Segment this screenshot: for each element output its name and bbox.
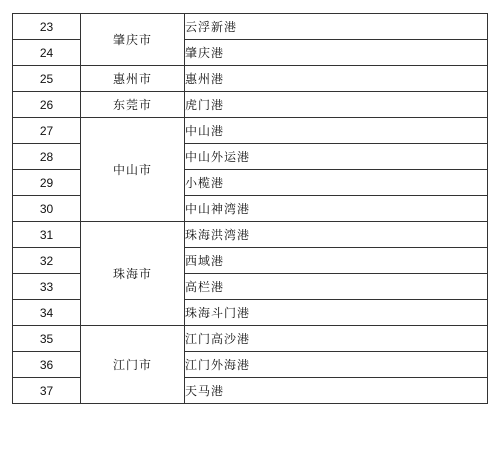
row-number: 30 — [13, 196, 81, 222]
port-name: 天马港 — [185, 378, 488, 404]
port-name: 江门高沙港 — [185, 326, 488, 352]
port-name: 小榄港 — [185, 170, 488, 196]
port-name: 惠州港 — [185, 66, 488, 92]
table-row — [13, 14, 488, 40]
city-cell: 中山市 — [81, 118, 185, 222]
city-cell: 东莞市 — [81, 92, 185, 118]
table-row — [13, 66, 488, 92]
row-number: 37 — [13, 378, 81, 404]
row-number: 32 — [13, 248, 81, 274]
port-name: 中山神湾港 — [185, 196, 488, 222]
city-cell: 肇庆市 — [81, 14, 185, 66]
table-row — [13, 92, 488, 118]
row-number: 33 — [13, 274, 81, 300]
port-name: 云浮新港 — [185, 14, 488, 40]
table-row — [13, 326, 488, 352]
row-number: 23 — [13, 14, 81, 40]
ports-table — [12, 13, 488, 404]
port-name: 中山外运港 — [185, 144, 488, 170]
row-number: 24 — [13, 40, 81, 66]
city-cell: 珠海市 — [81, 222, 185, 326]
row-number: 29 — [13, 170, 81, 196]
port-name: 高栏港 — [185, 274, 488, 300]
row-number: 34 — [13, 300, 81, 326]
port-name: 珠海斗门港 — [185, 300, 488, 326]
table-row — [13, 118, 488, 144]
port-name: 肇庆港 — [185, 40, 488, 66]
port-name: 中山港 — [185, 118, 488, 144]
table-row — [13, 222, 488, 248]
row-number: 28 — [13, 144, 81, 170]
ports-table-body — [13, 14, 488, 404]
port-name: 珠海洪湾港 — [185, 222, 488, 248]
port-name: 西域港 — [185, 248, 488, 274]
city-cell: 江门市 — [81, 326, 185, 404]
row-number: 36 — [13, 352, 81, 378]
port-name: 江门外海港 — [185, 352, 488, 378]
row-number: 26 — [13, 92, 81, 118]
row-number: 27 — [13, 118, 81, 144]
row-number: 25 — [13, 66, 81, 92]
row-number: 35 — [13, 326, 81, 352]
row-number: 31 — [13, 222, 81, 248]
port-name: 虎门港 — [185, 92, 488, 118]
city-cell: 惠州市 — [81, 66, 185, 92]
